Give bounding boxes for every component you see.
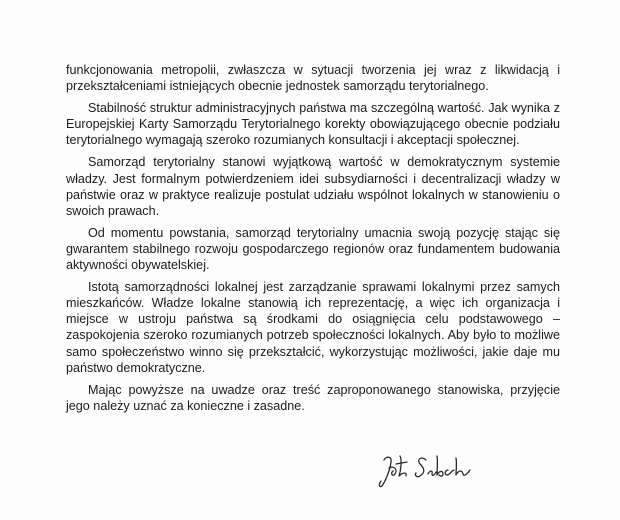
handwritten-signature [376, 450, 486, 490]
document-body [66, 62, 560, 420]
paragraph-5: Istotą samorządności lokalnej jest zarządzanie sprawami lokalnymi przez samych mieszkańców. Władze lokalne stanowią ich reprezentację, a więc ich organizacja i miejsce w ustroju państwa są środkami do osiągnięcia celu podstawowego – zaspokojenia szeroko rozumianych potrzeb społeczności lokalnych. Aby było to możliwe samo społeczeństwo winno się przekształcić, wykorzystując możliwości, jakie daje mu państwo demokratyczne. [66, 280, 560, 375]
paragraph-3: Samorząd terytorialny stanowi wyjątkową wartość w demokratycznym systemie władzy. Jest formalnym potwierdzeniem idei subsydiarności i decentralizacji władzy w państwie oraz w praktyce realizuje postulat udziału wspólnot lokalnych w stanowieniu o swoich prawach. [66, 155, 560, 218]
paragraph-6: Mając powyższe na uwadze oraz treść zaproponowanego stanowiska, przyjęcie jego należy uznać za konieczne i zasadne. [66, 382, 560, 413]
paragraph-4: Od momentu powstania, samorząd terytorialny umacnia swoją pozycję stając się gwarantem stabilnego rozwoju gospodarczego regionów oraz fundamentem budowania aktywności obywatelskiej. [66, 225, 560, 273]
paragraph-1: funkcjonowania metropolii, zwłaszcza w sytuacji tworzenia jej wraz z likwidacją i przekształceniami istniejących obecnie jednostek samorządu terytorialnego. [66, 63, 560, 94]
signature-icon [376, 450, 486, 490]
paragraph-2: Stabilność struktur administracyjnych państwa ma szczególną wartość. Jak wynika z Europejskiej Karty Samorządu Terytorialnego korekty obowiązującego obecnie podziału terytorialnego wymagają szeroko rozumianych konsultacji i akceptacji społecznej. [66, 101, 560, 148]
